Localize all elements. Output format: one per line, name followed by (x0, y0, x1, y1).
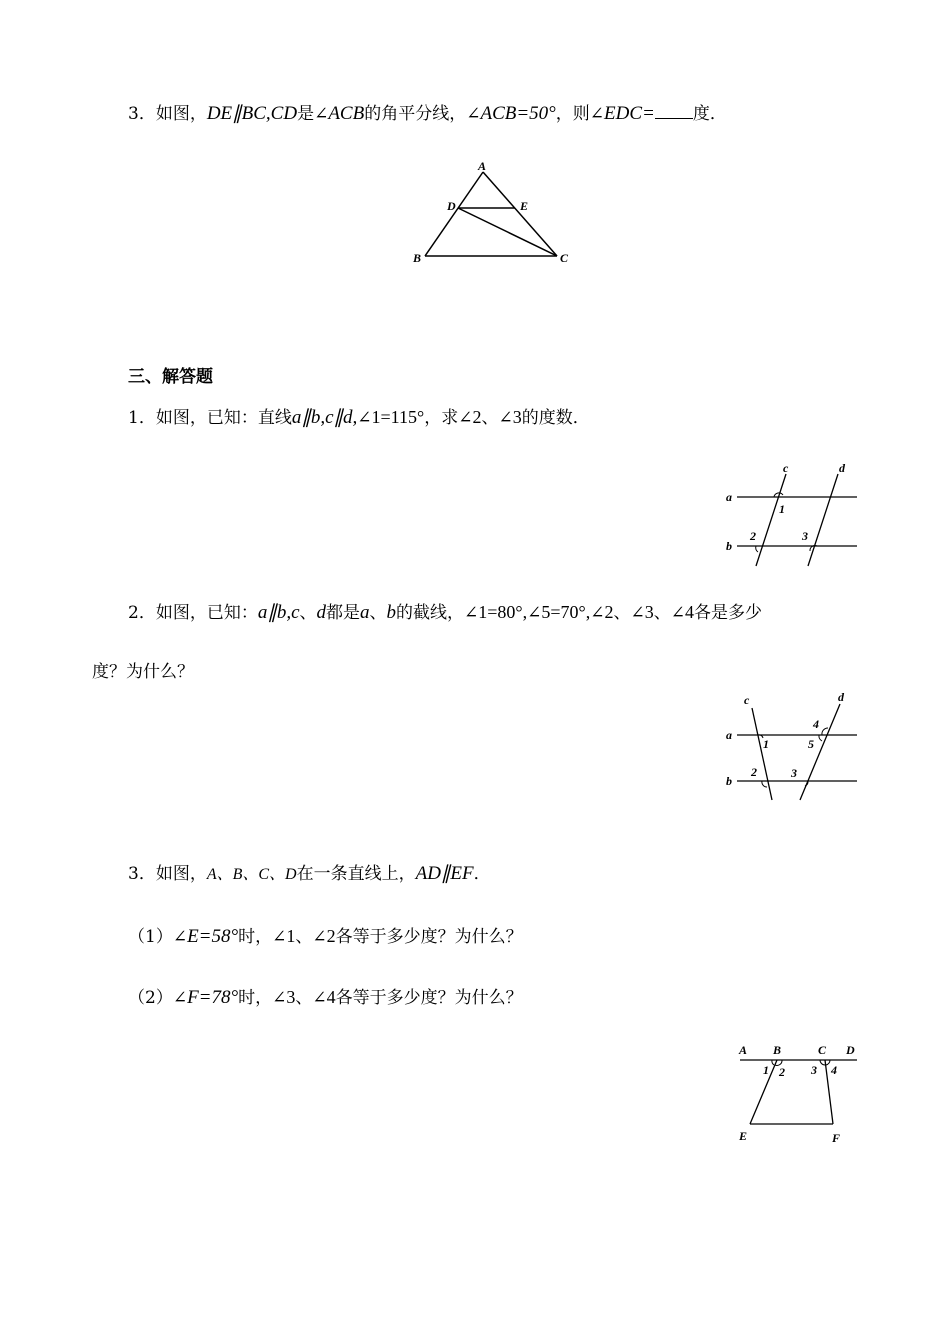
trapezoid-figure (735, 1040, 865, 1150)
text: （1）∠ (128, 927, 188, 947)
answer-blank[interactable] (655, 102, 693, 119)
label-4: 4 (831, 1063, 837, 1077)
label-b: b (726, 774, 732, 788)
line-c (752, 708, 772, 800)
label-5: 5 (808, 737, 814, 751)
label-1: 1 (779, 502, 785, 516)
angle-5-arc (819, 735, 822, 741)
text: 的度数． (521, 408, 590, 428)
text: ∠ (527, 603, 542, 623)
math: 3 (512, 407, 522, 427)
math: b (386, 602, 397, 623)
math: a∥b,c∥d, (291, 407, 358, 428)
label-2: 2 (779, 1065, 785, 1079)
text: 、∠ (295, 927, 327, 947)
sub-question-2 (128, 985, 523, 1010)
text: 度． (692, 104, 727, 124)
label-A: A (739, 1043, 748, 1057)
label-2: 2 (750, 529, 756, 543)
math: 2 (472, 407, 482, 427)
math: 1 (286, 926, 296, 946)
text: 如图，已知： (155, 603, 258, 623)
label-a: a (726, 490, 732, 504)
question-number: 3． (128, 104, 156, 124)
math: d (316, 602, 327, 623)
text: 如图， (155, 104, 207, 124)
parallel-lines-figure-2 (722, 690, 862, 805)
math: AD∥EF (415, 863, 474, 884)
text: 各等于多少度？为什么？ (335, 927, 523, 947)
math: 2 (604, 602, 614, 622)
label-1: 1 (763, 1063, 769, 1077)
math: 1=80°, (478, 602, 528, 622)
line-d (808, 474, 838, 566)
math: 2 (326, 926, 336, 946)
text: 的角平分线，∠ (364, 104, 481, 124)
text: 都是 (326, 603, 361, 623)
section-title: 三、解答题 (128, 367, 213, 387)
math: E=58° (187, 926, 239, 947)
text: 如图，已知：直线 (155, 408, 292, 428)
triangle-figure (405, 160, 585, 270)
text: ． (473, 864, 491, 884)
line-ab (425, 172, 483, 256)
label-B: B (773, 1043, 782, 1057)
label-4: 4 (813, 717, 819, 731)
text: 的截线，∠ (396, 603, 479, 623)
solve-question-2-line2: 度？为什么？ (92, 662, 194, 682)
math: A、B、C、D (206, 866, 297, 883)
text: ，求∠ (424, 408, 473, 428)
math: 4 (684, 602, 694, 622)
text: （2）∠ (128, 988, 188, 1008)
label-3: 3 (791, 766, 797, 780)
label-E: E (739, 1129, 748, 1143)
angle-1-arc (772, 1060, 774, 1065)
label-D: D (447, 199, 456, 213)
label-C: C (560, 251, 569, 265)
math: 4 (326, 987, 336, 1007)
math: 1=115° (371, 407, 425, 427)
math: ACB (328, 103, 365, 124)
question-number: 2． (128, 603, 156, 623)
solve-question-2 (128, 600, 762, 625)
math: a (360, 602, 370, 623)
label-2: 2 (751, 765, 757, 779)
label-F: F (832, 1131, 841, 1145)
math: EDC= (604, 103, 655, 124)
line-c (756, 474, 786, 566)
label-d: d (838, 690, 844, 704)
solve-question-3 (128, 862, 491, 887)
text: 时，∠ (238, 988, 287, 1008)
text: 如图， (155, 864, 207, 884)
text: 、 (299, 603, 317, 623)
math: ACB=50° (480, 103, 556, 124)
text: 、∠ (613, 603, 645, 623)
label-3: 3 (802, 529, 808, 543)
text: 在一条直线上， (296, 864, 416, 884)
angle-2-arc (762, 781, 767, 787)
label-d: d (839, 461, 845, 475)
line-ac (483, 172, 557, 256)
label-b: b (726, 539, 732, 553)
angle-2-arc (756, 546, 758, 552)
math: DE∥BC,CD (206, 103, 298, 124)
text: ，则∠ (555, 104, 605, 124)
math: 3 (286, 987, 296, 1007)
text: 时，∠ (238, 927, 287, 947)
label-3: 3 (811, 1063, 817, 1077)
text: 、 (369, 603, 387, 623)
text: 、∠ (481, 408, 513, 428)
text: 、∠ (295, 988, 327, 1008)
question-number: 1． (128, 408, 156, 428)
label-c: c (744, 693, 750, 707)
fill-question-3 (128, 102, 727, 126)
parallel-lines-figure-1 (722, 460, 862, 570)
sub-question-1 (128, 924, 523, 949)
text: ∠ (357, 408, 372, 428)
label-A: A (478, 159, 487, 173)
label-1: 1 (763, 737, 769, 751)
label-B: B (413, 251, 422, 265)
math: a∥b,c (257, 602, 300, 623)
label-a: a (726, 728, 732, 742)
text: 各等于多少度？为什么？ (335, 988, 523, 1008)
text: 是∠ (297, 104, 329, 124)
label-E: E (520, 199, 529, 213)
text: ∠ (590, 603, 605, 623)
text: 各是多少 (693, 603, 762, 623)
label-D: D (846, 1043, 855, 1057)
angle-4-arc (826, 1060, 830, 1065)
angle-3-arc (820, 1060, 825, 1065)
question-number: 3． (128, 864, 156, 884)
math: 5=70°, (541, 602, 591, 622)
solve-question-1 (128, 405, 590, 430)
text: 、∠ (653, 603, 685, 623)
math: F=78° (187, 987, 239, 1008)
math: 3 (644, 602, 654, 622)
label-C: C (818, 1043, 827, 1057)
label-c: c (783, 461, 789, 475)
line-dc (458, 208, 557, 256)
